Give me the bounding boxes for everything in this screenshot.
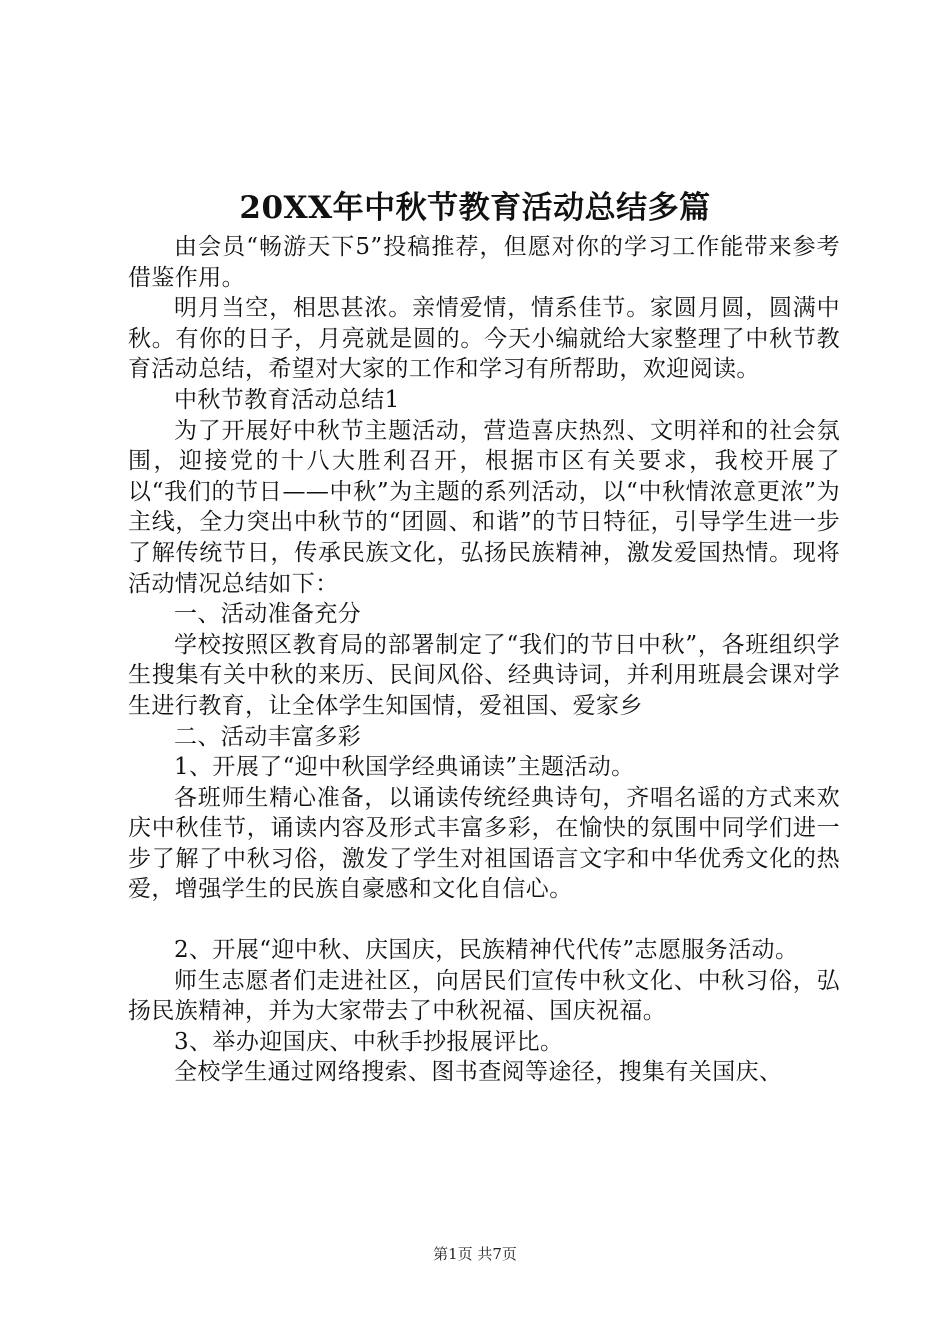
document-title: 20XX年中秋节教育活动总结多篇 [239,190,711,226]
item-heading-1: 1、开展了“迎中秋国学经典诵读”主题活动。 [174,754,635,781]
section-heading-summary-1: 中秋节教育活动总结1 [174,386,400,413]
document-body [128,232,840,1088]
page-footer: 第1页 共7页 [433,1245,517,1263]
paragraph-item-2: 师生志愿者们走进社区，向居民们宣传中秋文化、中秋习俗，弘扬民族精神，并为大家带去了中秋祝福、国庆祝福。 [128,967,840,1025]
paragraph-item-1: 各班师生精心准备，以诵读传统经典诗句，齐唱名谣的方式来欢庆中秋佳节，诵读内容及形式丰富多彩，在愉快的氛围中同学们进一步了解了中秋习俗，激发了学生对祖国语言文字和中华优秀文化的热爱，增强学生的民族自豪感和文化自信心。 [128,784,840,903]
section-heading-preparation: 一、活动准备充分 [174,601,362,628]
item-heading-3: 3、举办迎国庆、中秋手抄报展评比。 [174,1028,564,1055]
paragraph-intro: 由会员“畅游天下5”投稿推荐，但愿对你的学习工作能带来参考借鉴作用。 [128,234,840,291]
paragraph-overview: 为了开展好中秋节主题活动，营造喜庆热烈、文明祥和的社会氛围，迎接党的十八大胜利召开，根据市区有关要求，我校开展了以“我们的节日——中秋”为主题的系列活动，以“中秋情浓意更浓”为主线，全力突出中秋节的“团圆、和谐”的节日特征，引导学生进一步了解传统节日，传承民族文化，弘扬民族精神，激发爱国热情。现将活动情况总结如下： [128,417,840,597]
item-heading-2: 2、开展“迎中秋、庆国庆，民族精神代代传”志愿服务活动。 [174,937,799,964]
paragraph-gap [128,905,840,935]
paragraph-preparation: 学校按照区教育局的部署制定了“我们的节日中秋”，各班组织学生搜集有关中秋的来历、民间风俗、经典诗词，并利用班晨会课对学生进行教育，让全体学生知国情，爱祖国、爱家乡 [128,631,840,719]
paragraph-preface: 明月当空，相思甚浓。亲情爱情，情系佳节。家圆月圆，圆满中秋。有你的日子，月亮就是圆的。今天小编就给大家整理了中秋节教育活动总结，希望对大家的工作和学习有所帮助，欢迎阅读。 [128,295,840,383]
paragraph-item-3: 全校学生通过网络搜索、图书查阅等途径，搜集有关国庆、 [174,1059,783,1086]
section-heading-activities: 二、活动丰富多彩 [174,723,362,750]
